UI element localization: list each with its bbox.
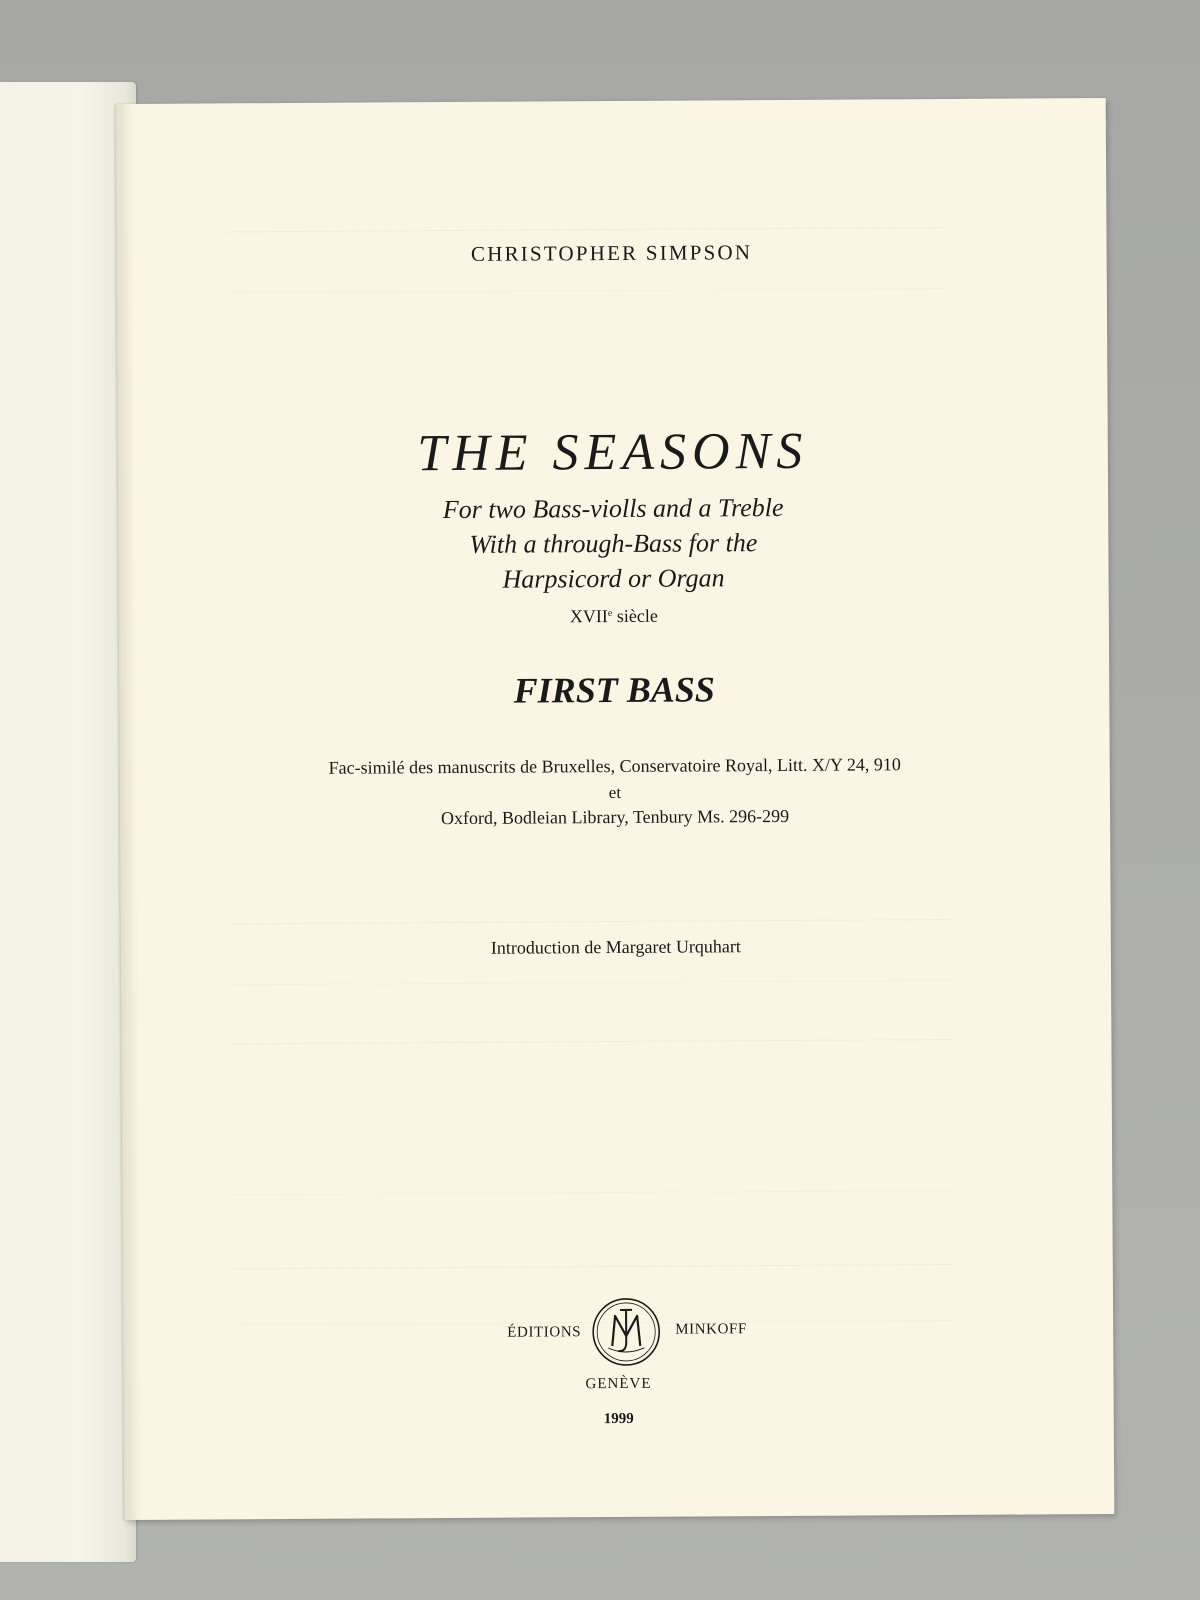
facing-left-page xyxy=(0,82,136,1562)
oxford-source-line: Oxford, Bodleian Library, Tenbury Ms. 296-299 xyxy=(440,805,790,829)
part-name: FIRST BASS xyxy=(513,669,715,711)
publisher-editions: ÉDITIONS xyxy=(507,1324,582,1341)
minkoff-seal-logo xyxy=(590,1296,662,1368)
title-page xyxy=(116,98,1115,1520)
century-word: siècle xyxy=(612,605,658,627)
introduction-credit: Introduction de Margaret Urquhart xyxy=(490,936,741,958)
subtitle-line-2: With a through-Bass for the xyxy=(469,528,758,559)
author-name: CHRISTOPHER SIMPSON xyxy=(470,240,753,266)
publication-year: 1999 xyxy=(603,1410,634,1428)
publisher-imprint xyxy=(123,1293,1113,1371)
conjunction-line: et xyxy=(608,782,622,803)
century-numeral: XVII xyxy=(569,606,608,627)
subtitle-line-3: Harpsicord or Organ xyxy=(502,563,725,594)
century-line xyxy=(119,603,1109,630)
publisher-city: GENÈVE xyxy=(585,1375,652,1393)
show-through-band xyxy=(231,1039,952,1195)
work-title: THE SEASONS xyxy=(417,422,809,483)
century-superscript: e xyxy=(607,608,613,620)
facsimile-source-line: Fac-similé des manuscrits de Bruxelles, Conservatoire Royal, Litt. X/Y 24, 910 xyxy=(328,754,901,778)
subtitle-line-1: For two Bass-violls and a Treble xyxy=(442,492,784,525)
publisher-minkoff: MINKOFF xyxy=(675,1321,747,1338)
